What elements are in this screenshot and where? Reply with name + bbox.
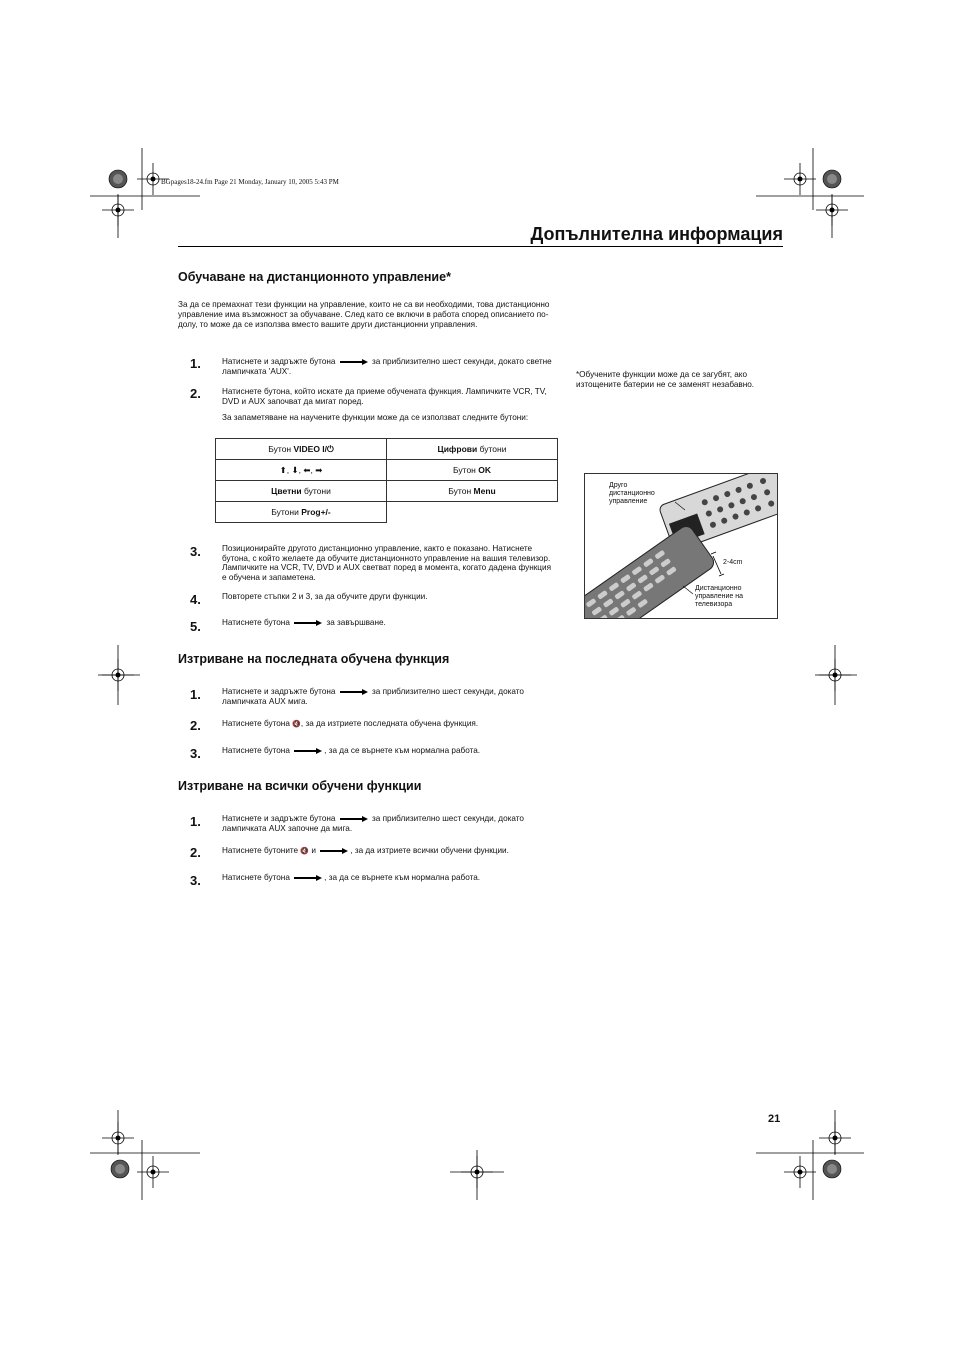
page-number: 21 [768, 1113, 781, 1125]
step-text-after: , за да изтриете всички обучени функции. [350, 846, 509, 855]
arrow-button-icon [294, 620, 322, 626]
step-text-before: Натиснете бутона [222, 873, 290, 882]
cell-text: бутони [477, 444, 507, 454]
cell-bold: Menu [473, 486, 496, 496]
cell-bold: Цифрови [437, 444, 478, 454]
step-text [222, 746, 557, 756]
cell-text: Бутон [448, 486, 474, 496]
step-text [222, 846, 557, 857]
arrow-button-icon [294, 875, 322, 881]
arrow-button-icon [340, 816, 368, 822]
remote-illustration [584, 473, 778, 619]
step-text [222, 873, 557, 883]
table-cell-empty [387, 502, 558, 523]
step-text [222, 814, 557, 833]
step-subtext: За запаметяване на научените функции може да се използват следните бутони: [222, 413, 529, 422]
step-text-before: Натиснете и задръжте бутона [222, 814, 336, 823]
step-text-after: , за да се върнете към нормална работа. [324, 873, 481, 882]
step-number: 2. [190, 718, 201, 733]
step-number: 1. [190, 687, 201, 702]
cell-text: Бутон [453, 465, 479, 475]
label-distance: 2-4cm [723, 559, 743, 566]
step-text-before: Натиснете бутона [222, 618, 290, 627]
intro-paragraph: За да се премахнат тези функции на управление, които не са ви необходими, това дистанционно управление има възможност за обучаване. След като се включи в работа според описанието по-долу, то може да се използва вместо вашите други дистанционни управления. [178, 300, 550, 329]
table-cell [216, 502, 387, 523]
step-text-before: Натиснете и задръжте бутона [222, 687, 336, 696]
step-text [222, 719, 557, 730]
step-text-before: Натиснете бутоните [222, 846, 299, 855]
table-cell [387, 460, 558, 481]
table-cell [216, 460, 387, 481]
cell-text: Бутон [268, 443, 294, 454]
step-text: Натиснете бутона, който искате да приеме обучената функция. Лампичките VCR, TV, DVD и AUX започват да мигат поред. [222, 387, 547, 406]
table-cell [387, 481, 558, 502]
step-number: 2. [190, 386, 201, 401]
cell-text: бутони [301, 486, 331, 496]
arrow-button-icon [340, 689, 368, 695]
cell-bold: Цветни [271, 486, 302, 496]
step-number: 3. [190, 873, 201, 888]
title-rule [178, 246, 783, 247]
step-number: 3. [190, 544, 201, 559]
step-text-before: Натиснете бутона [222, 719, 290, 728]
step-number: 1. [190, 814, 201, 829]
arrow-button-icon [294, 748, 322, 754]
label-tv-remote: Дистанционно управление на телевизора [695, 585, 743, 608]
step-text-after: за приблизително шест секунди, докато лампичката AUX започне да мига. [222, 814, 524, 833]
cell-bold: VIDEO I/⏻ [293, 443, 334, 454]
step-text-mid: и [311, 846, 316, 855]
step-text-after: за приблизително шест секунди, докато лампичката AUX мига. [222, 687, 524, 706]
file-header-note: BGpages18-24.fm Page 21 Monday, January 10, 2005 5:43 PM [161, 178, 339, 186]
step-text: Повторете стъпки 2 и 3, за да обучите други функции. [222, 592, 428, 601]
step-number: 5. [190, 619, 201, 634]
cell-bold: OK [478, 465, 491, 475]
step-number: 2. [190, 845, 201, 860]
step-number: 3. [190, 746, 201, 761]
step-text-after: за завършване. [326, 618, 386, 627]
table-cell [216, 481, 387, 502]
table-cell [216, 439, 387, 460]
step-text: Позиционирайте другото дистанционно управление, както е показано. Натиснете бутона, с който желаете да обучите дистанционното управление на вашия телевизор. Лампичките на VCR, TV, DVD и AUX светват поред в момента, когато дадена функция е обучена и запаметена. [222, 544, 552, 582]
section-title-delete-all: Изтриване на всички обучени функции [178, 779, 422, 793]
step-text-before: Натиснете бутона [222, 746, 290, 755]
step-text [222, 357, 557, 376]
mute-icon: 🔇 [300, 848, 310, 855]
step-text [222, 687, 557, 706]
step-text-before: Натиснете и задръжте бутона [222, 357, 336, 366]
cell-text: Бутони [271, 507, 302, 517]
section-title-training: Обучаване на дистанционното управление* [178, 270, 451, 284]
mute-icon: 🔇 [292, 721, 301, 728]
table-cell [387, 439, 558, 460]
section-title-delete-last: Изтриване на последната обучена функция [178, 652, 450, 666]
cell-text: ⬆, ⬇, ⬅, ➡ [279, 464, 323, 475]
step-text [222, 618, 557, 628]
cell-bold: Prog+/- [301, 507, 331, 517]
label-other-remote: Друго дистанционно управление [609, 482, 655, 505]
arrow-button-icon [320, 848, 348, 854]
step-text-after: за приблизително шест секунди, докато светне лампичката 'AUX'. [222, 357, 552, 376]
arrow-button-icon [340, 359, 368, 365]
footnote: *Обучените функции може да се загубят, ако изтощените батерии не се заменят незабавно. [576, 370, 755, 389]
page-title: Допълнителна информация [530, 224, 783, 244]
step-number: 1. [190, 356, 201, 371]
learnable-buttons-table [215, 438, 558, 523]
step-number: 4. [190, 592, 201, 607]
step-text-after: , за да се върнете към нормална работа. [324, 746, 481, 755]
step-text-after: , за да изтриете последната обучена функция. [300, 719, 479, 728]
